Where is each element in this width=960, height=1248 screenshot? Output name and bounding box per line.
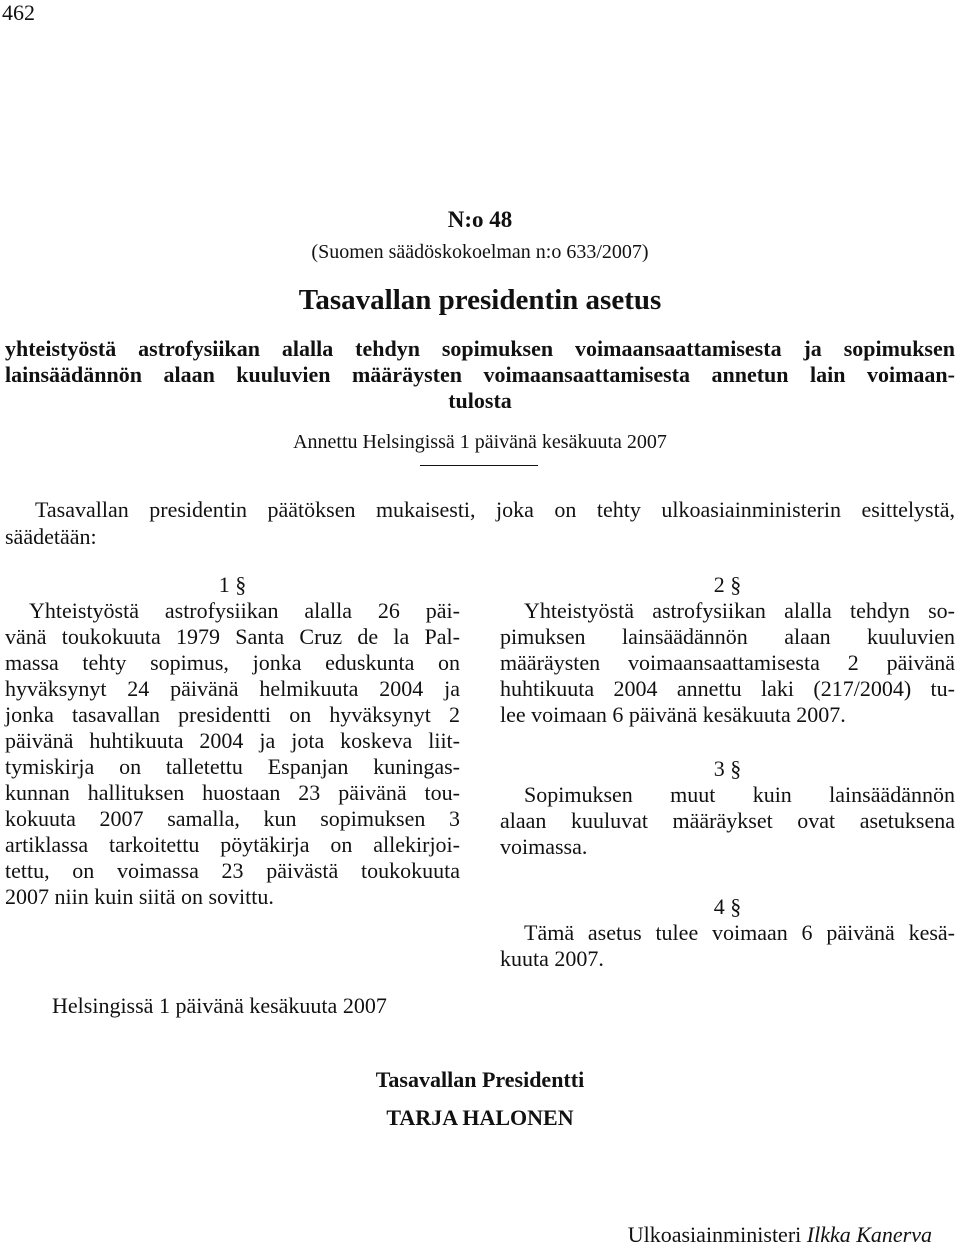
subtitle-line: tulosta: [448, 388, 512, 413]
countersignature: [628, 1222, 932, 1248]
intro-paragraph: [5, 496, 955, 550]
section-body: [500, 598, 955, 728]
section-line: Tämä asetus tulee voimaan 6 päivänä kesä-: [524, 920, 955, 945]
document-number: N:o 48: [447, 207, 513, 232]
section-body: [500, 782, 955, 860]
subtitle-line: lainsäädännön alaan kuuluvien määräysten voimaansaattamisesta annetun lain voimaan-: [5, 362, 955, 387]
section-line: artiklassa tarkoitettu pöytäkirja on allekirjoi-: [5, 832, 460, 857]
section-line: kuuta 2007.: [500, 946, 604, 971]
section-line: tymiskirja on talletettu Espanjan kuningas-: [5, 754, 460, 779]
signature-role: Tasavallan Presidentti: [375, 1067, 585, 1092]
section-line: huhtikuuta 2004 annettu laki (217/2004) tu-: [500, 676, 955, 701]
separator-rule: [420, 465, 538, 466]
section-line: lee voimaan 6 päivänä kesäkuuta 2007.: [500, 702, 846, 727]
section-line: pimuksen lainsäädännön alaan kuuluvien: [500, 624, 955, 649]
section-heading: 3 §: [713, 756, 742, 781]
section-line: Yhteistyöstä astrofysiikan alalla tehdyn so-: [524, 598, 955, 623]
closing-place-date: Helsingissä 1 päivänä kesäkuuta 2007: [52, 993, 387, 1018]
section-line: alaan kuuluvat määräykset ovat asetuksena: [500, 808, 955, 833]
signature-name: TARJA HALONEN: [386, 1105, 574, 1130]
decree-subtitle: [5, 336, 955, 414]
section-line: kunnan hallituksen huostaan 23 päivänä tou-: [5, 780, 460, 805]
section-heading: 4 §: [713, 894, 742, 919]
section-1: [5, 572, 460, 910]
section-body: [500, 920, 955, 972]
section-body: [5, 598, 460, 910]
intro-line: Tasavallan presidentin päätöksen mukaisesti, joka on tehty ulkoasiainministerin esittelystä,: [35, 497, 955, 522]
intro-line: säädetään:: [5, 524, 97, 549]
section-line: voimassa.: [500, 834, 588, 859]
section-4: [500, 894, 955, 972]
section-line: päivänä huhtikuuta 2004 ja jota koskeva liit-: [5, 728, 460, 753]
countersign-title: Ulkoasiainministeri: [627, 1222, 802, 1247]
section-line: vänä toukokuuta 1979 Santa Cruz de la Pal-: [5, 624, 460, 649]
section-heading: 2 §: [713, 572, 742, 597]
section-line: tettu, on voimassa 23 päivästä toukokuuta: [5, 858, 460, 883]
section-line: jonka tasavallan presidentti on hyväksynyt 2: [5, 702, 460, 727]
section-heading: 1 §: [218, 572, 247, 597]
section-2: [500, 572, 955, 728]
section-line: hyväksynyt 24 päivänä helmikuuta 2004 ja: [5, 676, 460, 701]
section-line: määräysten voimaansaattamisesta 2 päivänä: [500, 650, 955, 675]
subtitle-line: yhteistyöstä astrofysiikan alalla tehdyn sopimuksen voimaansaattamisesta ja sopimuksen: [5, 336, 955, 361]
section-line: Sopimuksen muut kuin lainsäädännön: [524, 782, 955, 807]
collection-reference: (Suomen säädöskokoelman n:o 633/2007): [311, 241, 649, 263]
given-date: Annettu Helsingissä 1 päivänä kesäkuuta 2007: [293, 431, 667, 453]
section-line: Yhteistyöstä astrofysiikan alalla 26 päi-: [29, 598, 460, 623]
page-number: 462: [2, 0, 35, 25]
section-line: massa tehty sopimus, jonka eduskunta on: [5, 650, 460, 675]
decree-title: Tasavallan presidentin asetus: [298, 284, 662, 316]
countersign-name: Ilkka Kanerva: [806, 1222, 932, 1247]
section-line: 2007 niin kuin siitä on sovittu.: [5, 884, 274, 909]
section-3: [500, 756, 955, 860]
section-line: kokuuta 2007 samalla, kun sopimuksen 3: [5, 806, 460, 831]
